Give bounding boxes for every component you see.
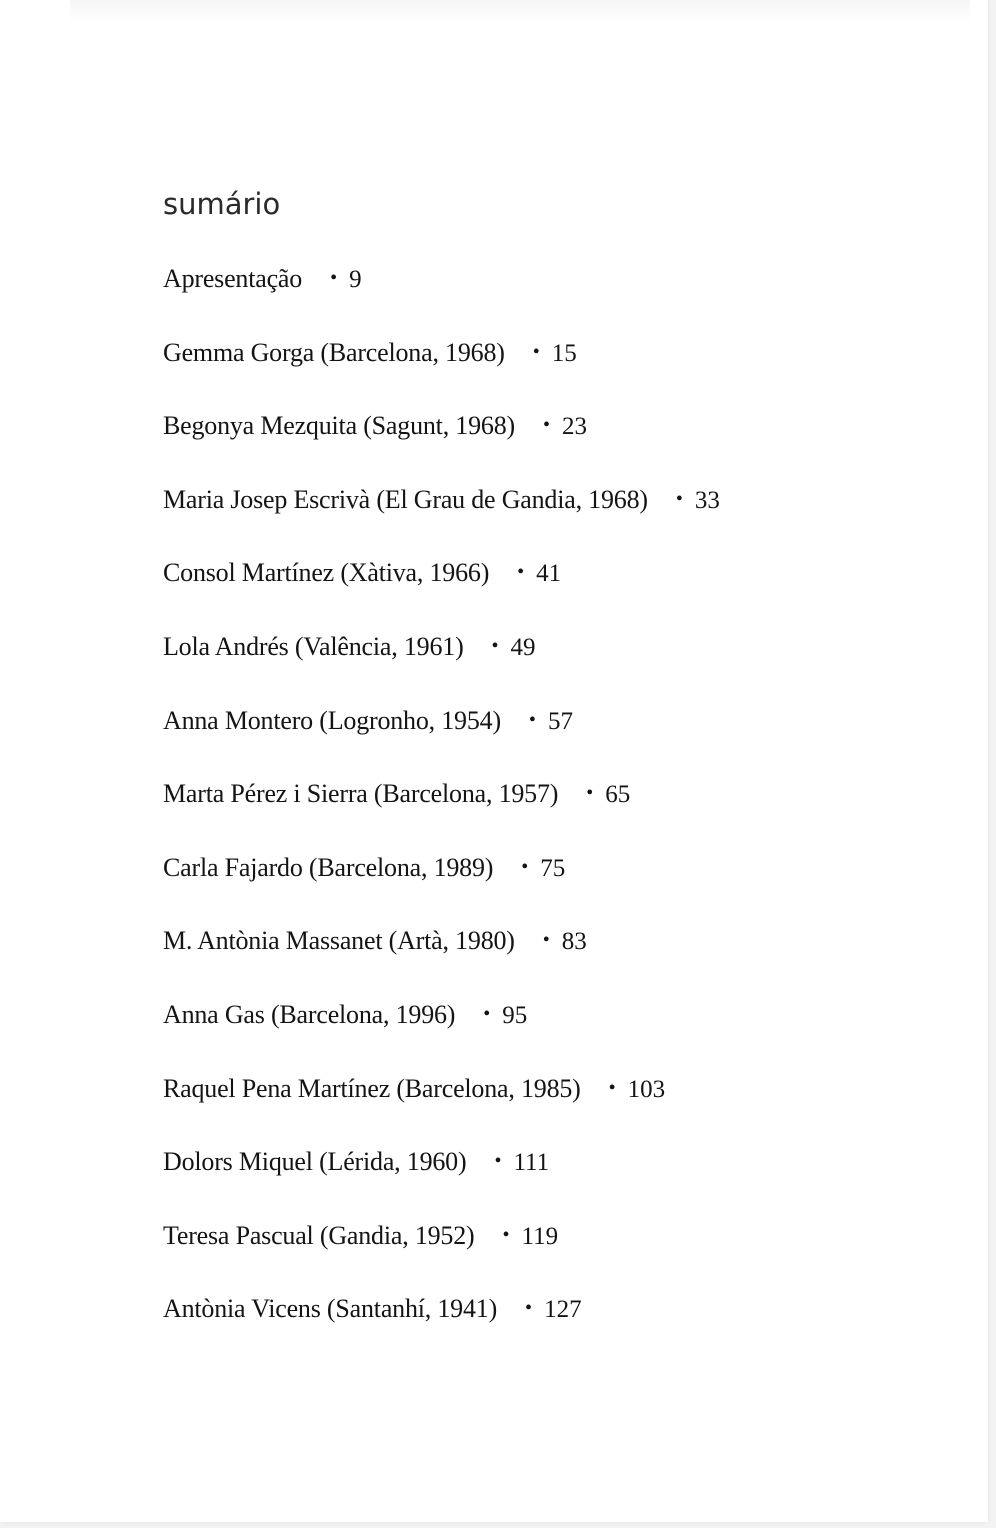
toc-bullet: • [542, 414, 550, 437]
toc-page-number: 23 [561, 413, 587, 441]
toc-entry [163, 700, 720, 774]
toc-page-number: 65 [605, 781, 631, 809]
table-of-contents [163, 258, 720, 1362]
toc-entry [163, 552, 720, 626]
toc-entry [163, 626, 720, 700]
toc-bullet: • [483, 1002, 491, 1025]
toc-bullet: • [525, 1297, 533, 1320]
toc-entry [163, 920, 720, 994]
toc-bullet: • [608, 1076, 616, 1099]
toc-entry-label: Consol Martínez (Xàtiva, 1966) [163, 558, 490, 588]
toc-entry-label: Gemma Gorga (Barcelona, 1968) [163, 337, 505, 367]
toc-entry-label: Teresa Pascual (Gandia, 1952) [163, 1220, 475, 1250]
toc-entry-label: Lola Andrés (Valência, 1961) [163, 631, 464, 661]
toc-page-number: 57 [547, 707, 573, 735]
toc-entry-label: M. Antònia Massanet (Artà, 1980) [163, 926, 515, 956]
toc-entry [163, 258, 720, 332]
toc-entry [163, 1068, 720, 1142]
toc-entry [163, 994, 720, 1068]
toc-page-number: 49 [510, 633, 536, 661]
toc-bullet: • [528, 708, 536, 731]
toc-entry-label: Maria Josep Escrivà (El Grau de Gandia, 1968) [163, 484, 648, 514]
toc-entry-label: Anna Gas (Barcelona, 1996) [163, 999, 456, 1029]
toc-entry-label: Raquel Pena Martínez (Barcelona, 1985) [163, 1073, 581, 1103]
toc-entry [163, 1141, 720, 1215]
toc-entry [163, 479, 720, 553]
toc-bullet: • [502, 1223, 510, 1246]
toc-bullet: • [517, 561, 525, 584]
toc-entry-label: Begonya Mezquita (Sagunt, 1968) [163, 411, 515, 441]
toc-page-number: 41 [536, 560, 562, 588]
toc-page-number: 9 [349, 266, 362, 293]
toc-page-number: 111 [513, 1149, 550, 1177]
toc-page-number: 15 [551, 339, 577, 367]
page-top-shadow [70, 0, 970, 22]
toc-bullet: • [542, 929, 550, 952]
toc-bullet: • [532, 340, 540, 363]
toc-bullet: • [494, 1150, 502, 1173]
toc-entry-label: Carla Fajardo (Barcelona, 1989) [163, 852, 494, 882]
toc-page-number: 103 [627, 1075, 666, 1103]
toc-entry-label: Antònia Vicens (Santanhí, 1941) [163, 1294, 498, 1324]
toc-bullet: • [521, 855, 529, 878]
toc-entry [163, 405, 720, 479]
toc-entry [163, 773, 720, 847]
toc-page-number: 83 [561, 928, 587, 956]
toc-bullet: • [330, 267, 338, 289]
toc-entry [163, 332, 720, 406]
toc-entry [163, 1215, 720, 1289]
toc-bullet: • [586, 782, 594, 805]
toc-entry [163, 1288, 720, 1362]
toc-page-number: 127 [544, 1296, 582, 1324]
page-title: sumário [163, 187, 281, 221]
toc-entry-label: Apresentação [163, 264, 303, 293]
toc-page-number: 75 [540, 854, 566, 882]
toc-page-number: 95 [502, 1001, 528, 1029]
toc-bullet: • [491, 634, 499, 657]
toc-entry-label: Anna Montero (Logronho, 1954) [163, 705, 501, 735]
toc-bullet: • [675, 487, 683, 510]
toc-page-number: 33 [694, 486, 720, 514]
toc-entry-label: Marta Pérez i Sierra (Barcelona, 1957) [163, 779, 559, 809]
toc-page-number: 119 [521, 1222, 559, 1250]
toc-entry-label: Dolors Miquel (Lérida, 1960) [163, 1147, 467, 1177]
toc-entry [163, 847, 720, 921]
